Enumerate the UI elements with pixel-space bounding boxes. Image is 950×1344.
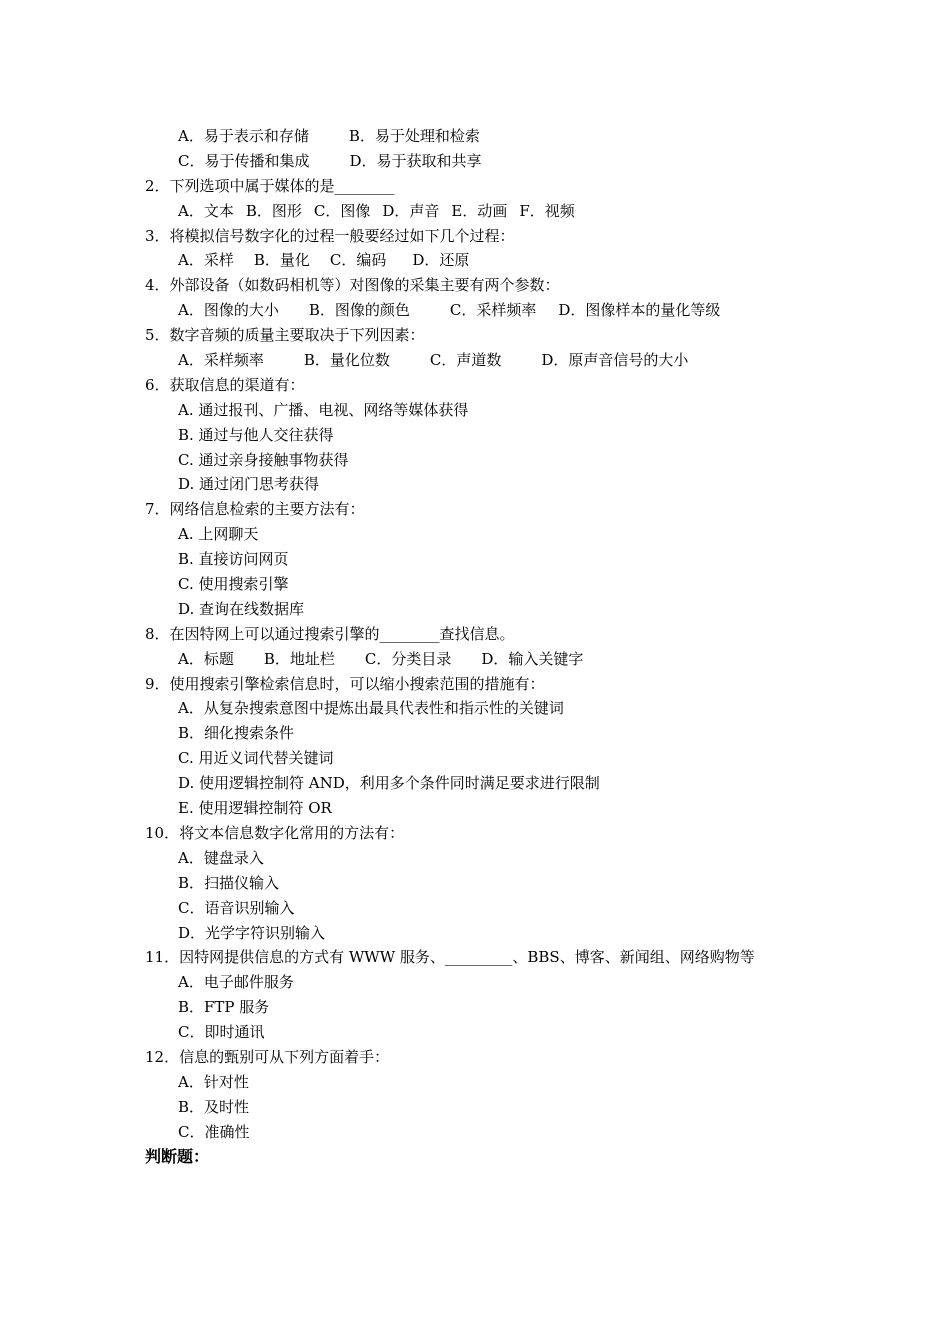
- answer-option: A．图像的大小: [178, 301, 279, 320]
- answer-option: D. 使用逻辑控制符 AND，利用多个条件同时满足要求进行限制: [178, 774, 600, 793]
- answer-option: B．图像的颜色: [308, 301, 410, 320]
- answer-option: A．电子邮件服务: [178, 973, 294, 992]
- answer-option: A．采样: [178, 251, 234, 270]
- answer-option: A．键盘录入: [178, 848, 264, 867]
- answer-option: B．易于处理和检索: [348, 127, 480, 145]
- answer-option: B. 直接访问网页: [178, 550, 289, 569]
- answer-option: A．从复杂搜索意图中提炼出最具代表性和指示性的关键词: [178, 699, 564, 718]
- answer-option: C．易于传播和集成: [178, 151, 310, 170]
- answer-option: D．输入关键字: [481, 649, 584, 668]
- answer-option: D．光学字符识别输入: [178, 923, 326, 942]
- answer-option: D．还原: [412, 251, 470, 270]
- answer-option: B．细化搜索条件: [178, 724, 295, 743]
- answer-option: C．声道数: [429, 351, 502, 370]
- answer-option-row: [145, 348, 815, 373]
- answer-option: B．FTP 服务: [178, 998, 270, 1017]
- answer-option: A．采样频率: [178, 351, 264, 370]
- answer-option: D．声音: [382, 201, 440, 220]
- answer-option-row: [145, 124, 815, 149]
- answer-option: B．地址栏: [263, 649, 335, 668]
- answer-option: C．图像: [313, 201, 371, 220]
- answer-option: B．量化位数: [303, 351, 390, 370]
- answer-option: D．原声音信号的大小: [541, 351, 689, 370]
- answer-option: A．标题: [178, 649, 234, 668]
- answer-option-row: [145, 199, 815, 224]
- question-text: 7．网络信息检索的主要方法有：: [145, 500, 365, 519]
- answer-option-row: [145, 149, 815, 174]
- answer-option: C．即时通讯: [178, 1023, 265, 1042]
- answer-option: C．编码: [329, 251, 387, 270]
- answer-option: E. 使用逻辑控制符 OR: [178, 799, 332, 818]
- answer-option: C．准确性: [178, 1122, 250, 1141]
- question-list: [145, 124, 815, 1169]
- question-text: 8．在因特网上可以通过搜索引擎的________查找信息。: [145, 624, 515, 643]
- question-text: 12．信息的甄别可从下列方面着手：: [145, 1047, 390, 1066]
- question-text: 2．下列选项中属于媒体的是________: [145, 176, 395, 195]
- question-text: 6．获取信息的渠道有：: [145, 375, 305, 394]
- answer-option: B．及时性: [178, 1097, 250, 1116]
- answer-option: A. 通过报刊、广播、电视、网络等媒体获得: [178, 400, 469, 419]
- answer-option: C. 使用搜索引擎: [178, 575, 289, 594]
- question-text: 9．使用搜索引擎检索信息时，可以缩小搜索范围的措施有：: [145, 674, 545, 693]
- answer-option: D．图像样本的量化等级: [558, 301, 721, 320]
- question-text: 11．因特网提供信息的方式有 WWW 服务、_________、BBS、博客、新闻组、网络购物等: [145, 948, 755, 967]
- answer-option: B. 通过与他人交往获得: [178, 425, 334, 444]
- answer-option: D. 查询在线数据库: [178, 599, 305, 618]
- answer-option: A．文本: [178, 201, 234, 220]
- question-text: 10．将文本信息数字化常用的方法有：: [145, 823, 405, 842]
- answer-option: C. 通过亲身接触事物获得: [178, 450, 349, 469]
- answer-option: A．易于表示和存储: [178, 127, 309, 145]
- answer-option: C．采样频率: [449, 301, 537, 320]
- answer-option: B．图形: [245, 201, 302, 220]
- answer-option-row: [145, 298, 815, 323]
- answer-option-row: [145, 248, 815, 273]
- answer-option: B．量化: [253, 251, 310, 270]
- answer-option: F．视频: [519, 201, 575, 220]
- answer-option: D．易于获取和共享: [349, 151, 482, 170]
- answer-option: B．扫描仪输入: [178, 873, 280, 892]
- question-text: 3．将模拟信号数字化的过程一般要经过如下几个过程：: [145, 226, 515, 245]
- answer-option: C. 用近义词代替关键词: [178, 749, 334, 768]
- section-heading: 判断题：: [145, 1146, 210, 1166]
- answer-option-row: [145, 647, 815, 672]
- answer-option: A．针对性: [178, 1072, 249, 1091]
- question-text: 5．数字音频的质量主要取决于下列因素：: [145, 326, 425, 345]
- answer-option: A. 上网聊天: [178, 525, 259, 544]
- question-text: 4．外部设备（如数码相机等）对图像的采集主要有两个参数：: [145, 276, 560, 295]
- answer-option: C．分类目录: [364, 649, 452, 668]
- answer-option: E．动画: [451, 201, 508, 220]
- answer-option: C．语音识别输入: [178, 898, 295, 917]
- answer-option: D. 通过闭门思考获得: [178, 475, 320, 494]
